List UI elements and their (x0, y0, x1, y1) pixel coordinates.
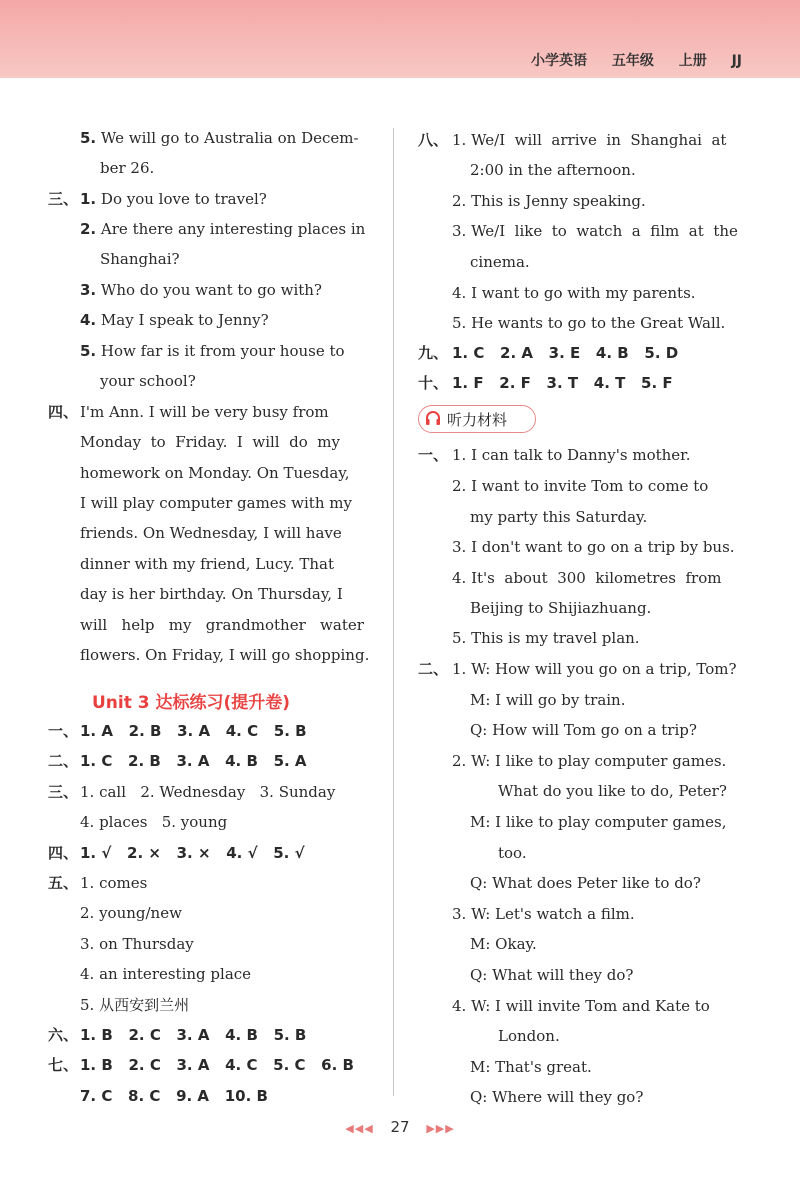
script-line: M: I like to play computer games, (470, 813, 727, 831)
section-label: 四、 (48, 844, 79, 862)
answer-line: 1. √ 2. × 3. × 4. √ 5. √ (80, 844, 305, 862)
answer-line: 3. Who do you want to go with? (80, 281, 322, 299)
script-line: 3. I don't want to go on a trip by bus. (452, 538, 735, 556)
section-label: 十、 (418, 374, 449, 392)
left-arrows-icon: ◀◀◀ (345, 1122, 374, 1135)
page-header (519, 50, 742, 70)
answer-line: 1. comes (80, 874, 148, 892)
script-line: 1. I can talk to Danny's mother. (452, 446, 691, 464)
script-line: 4. W: I will invite Tom and Kate to (452, 997, 710, 1015)
paragraph-line: homework on Monday. On Tuesday, (80, 464, 350, 482)
section-label: 八、 (418, 131, 449, 149)
answer-line: 1. B 2. C 3. A 4. C 5. C 6. B (80, 1056, 354, 1074)
answer-line: 1. C 2. A 3. E 4. B 5. D (452, 344, 679, 362)
answer-line: 5. He wants to go to the Great Wall. (452, 314, 726, 332)
answer-line: 1. Do you love to travel? (80, 190, 267, 208)
paragraph-line: dinner with my friend, Lucy. That (80, 555, 334, 573)
paragraph-line: day is her birthday. On Thursday, I (80, 585, 343, 603)
script-line: 3. W: Let's watch a film. (452, 905, 635, 923)
header-subject: 小学英语 (530, 53, 587, 69)
answer-line: 5. 从西安到兰州 (80, 996, 190, 1014)
paragraph-line: friends. On Wednesday, I will have (80, 524, 342, 542)
script-line: 2. W: I like to play computer games. (452, 752, 727, 770)
section-label: 六、 (48, 1026, 79, 1044)
script-line: M: I will go by train. (470, 691, 626, 709)
page-footer (0, 1118, 800, 1136)
script-line: my party this Saturday. (470, 508, 648, 526)
paragraph-line: I'm Ann. I will be very busy from (80, 403, 329, 421)
script-line: Q: How will Tom go on a trip? (470, 721, 697, 739)
script-line: Q: Where will they go? (470, 1088, 644, 1106)
section-label: 四、 (48, 403, 79, 421)
script-line: Beijing to Shijiazhuang. (470, 599, 652, 617)
script-line: London. (498, 1027, 560, 1045)
section-label: 七、 (48, 1056, 79, 1074)
script-line: 5. This is my travel plan. (452, 629, 640, 647)
script-line: Q: What will they do? (470, 966, 634, 984)
section-label: 一、 (48, 722, 79, 740)
answer-line: ber 26. (100, 159, 155, 177)
answer-line: 4. places 5. young (80, 813, 228, 831)
answer-line: 4. I want to go with my parents. (452, 284, 696, 302)
script-line: What do you like to do, Peter? (498, 782, 727, 800)
script-line: Q: What does Peter like to do? (470, 874, 701, 892)
answer-line: 2. This is Jenny speaking. (452, 192, 646, 210)
answer-line: 1. B 2. C 3. A 4. B 5. B (80, 1026, 307, 1044)
answer-line: your school? (100, 372, 196, 390)
answer-line: 4. an interesting place (80, 965, 252, 983)
script-line: M: That's great. (470, 1058, 592, 1076)
answer-line: 1. F 2. F 3. T 4. T 5. F (452, 374, 673, 392)
section-label: 三、 (48, 190, 79, 208)
answer-line: cinema. (470, 253, 530, 271)
answer-line: 1. C 2. B 3. A 4. B 5. A (80, 752, 307, 770)
header-volume: 上册 (678, 53, 707, 69)
script-line: 2. I want to invite Tom to come to (452, 477, 709, 495)
column-divider (393, 128, 394, 1096)
script-line: 1. W: How will you go on a trip, Tom? (452, 660, 737, 678)
answer-line: 2. Are there any interesting places in (80, 220, 366, 238)
header-edition: JJ (731, 53, 742, 69)
answer-line: 2. young/new (80, 904, 182, 922)
answer-line: 3. on Thursday (80, 935, 194, 953)
answer-line: 5. How far is it from your house to (80, 342, 345, 360)
section-label: 一、 (418, 446, 449, 464)
answer-line: 3. We/I like to watch a film at the (452, 222, 738, 240)
answer-line: 1. We/I will arrive in Shanghai at (452, 131, 727, 149)
answer-line: 2:00 in the afternoon. (470, 161, 636, 179)
section-label: 二、 (418, 660, 449, 678)
script-line: M: Okay. (470, 935, 537, 953)
header-grade: 五年级 (611, 53, 654, 69)
paragraph-line: I will play computer games with my (80, 494, 352, 512)
page-number: 27 (390, 1118, 410, 1136)
section-label: 五、 (48, 874, 79, 892)
unit-title: Unit 3 达标练习(提升卷) (92, 693, 291, 713)
answer-line: 7. C 8. C 9. A 10. B (80, 1087, 268, 1105)
paragraph-line: will help my grandmother water (80, 616, 364, 634)
answer-line: 5. We will go to Australia on Decem- (80, 129, 359, 147)
paragraph-line: flowers. On Friday, I will go shopping. (80, 646, 370, 664)
answer-line: Shanghai? (100, 250, 180, 268)
section-label: 九、 (418, 344, 449, 362)
answer-line: 4. May I speak to Jenny? (80, 311, 269, 329)
paragraph-line: Monday to Friday. I will do my (80, 433, 341, 451)
headphones-icon (425, 410, 441, 426)
answer-line: 1. A 2. B 3. A 4. C 5. B (80, 722, 307, 740)
section-label: 二、 (48, 752, 79, 770)
listening-title: 听力材料 (447, 411, 508, 429)
script-line: 4. It's about 300 kilometres from (452, 569, 722, 587)
right-arrows-icon: ▶▶▶ (426, 1122, 455, 1135)
listening-material-heading (418, 405, 536, 433)
section-label: 三、 (48, 783, 79, 801)
answer-line: 1. call 2. Wednesday 3. Sunday (80, 783, 336, 801)
script-line: too. (498, 844, 527, 862)
